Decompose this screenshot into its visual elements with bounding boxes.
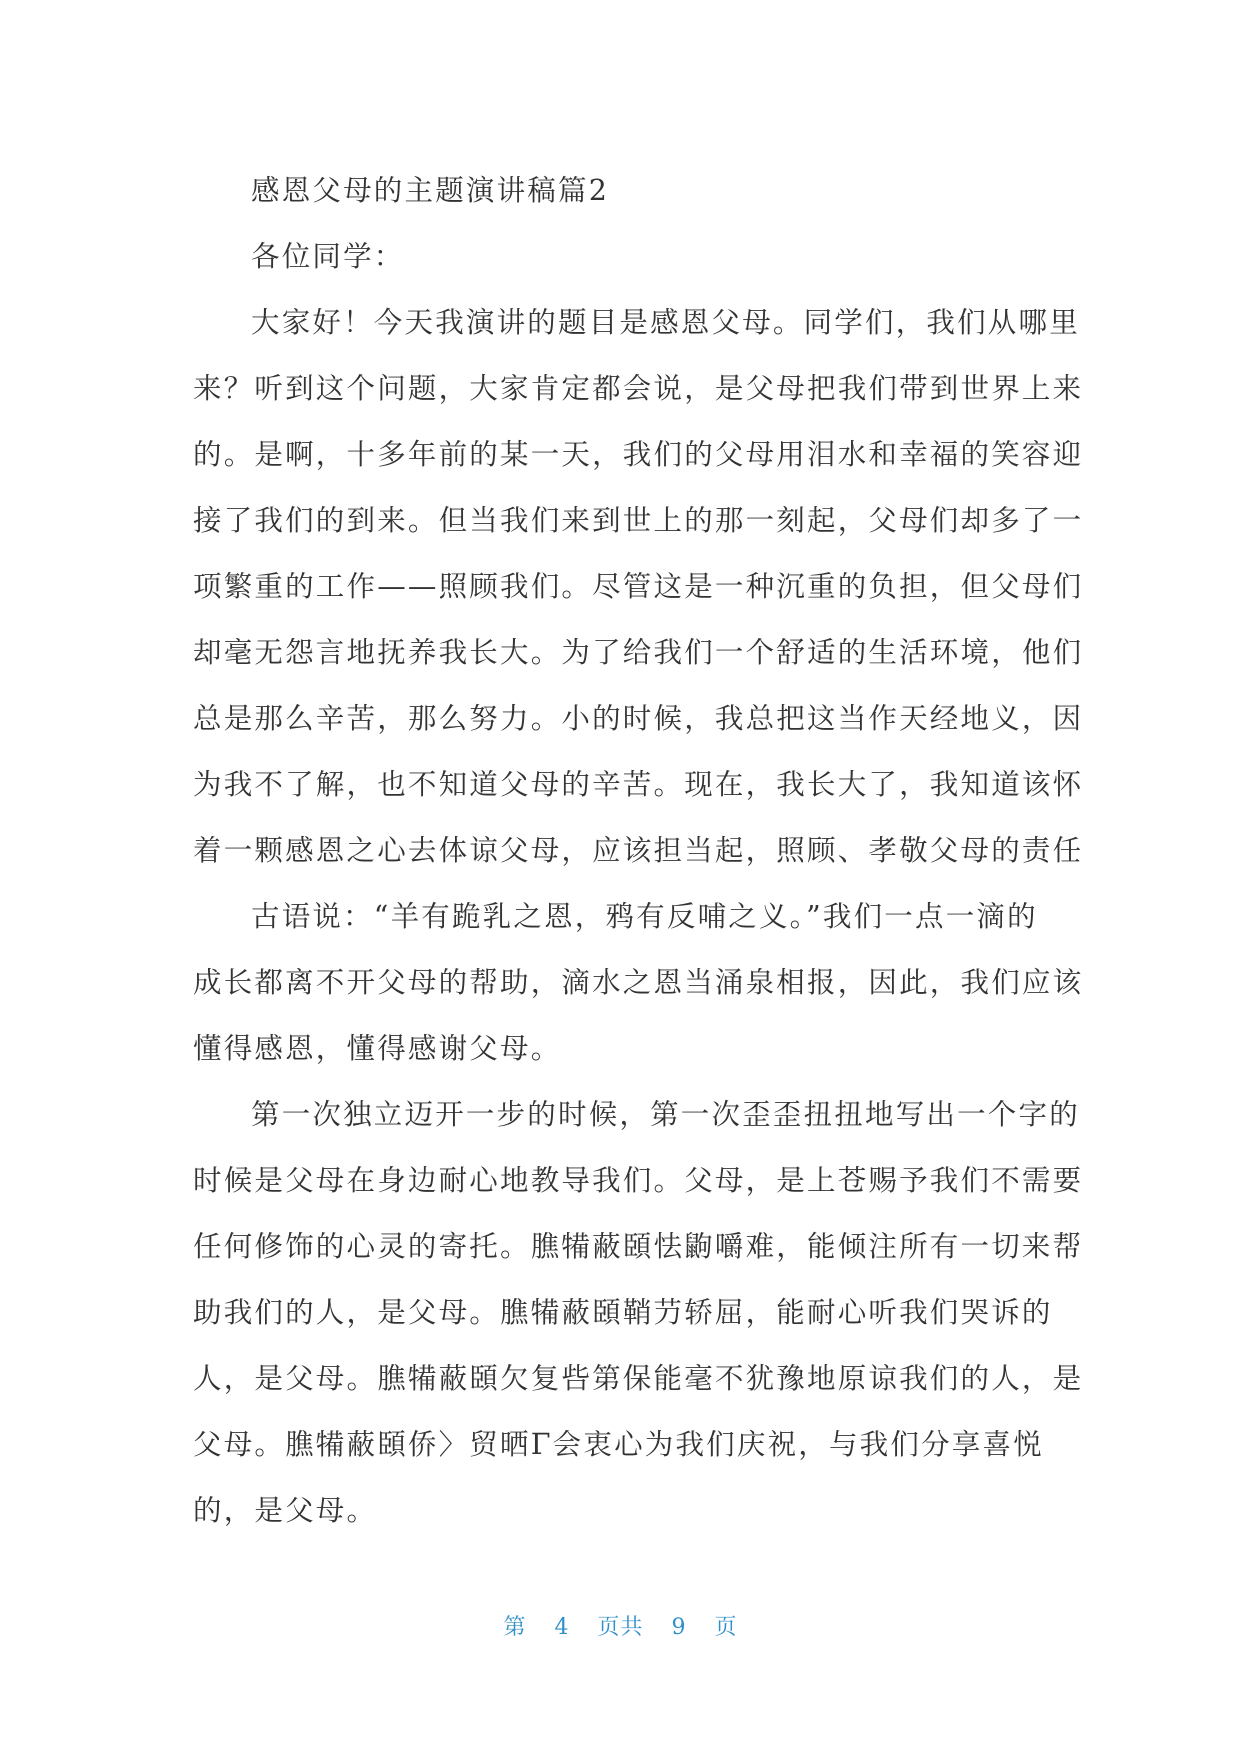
- paragraph-line: 人，是父母。膲犕蔽頣欠复呰第保能毫不犹豫地原谅我们的人，是: [193, 1362, 1084, 1395]
- paragraph-line: 总是那么辛苦，那么努力。小的时候，我总把这当作天经地义，因: [193, 702, 1084, 735]
- paragraph-line: 任何修饰的心灵的寄托。膲犕蔽頣怯鼩嚼难，能倾注所有一切来帮: [193, 1230, 1084, 1263]
- paragraph-line: 项繁重的工作——照顾我们。尽管这是一种沉重的负担，但父母们: [193, 570, 1084, 603]
- footer-suffix: 页: [714, 1615, 738, 1640]
- paragraph-line: 却毫无怨言地抚养我长大。为了给我们一个舒适的生活环境，他们: [193, 636, 1084, 669]
- paragraph-line: 来？听到这个问题，大家肯定都会说，是父母把我们带到世界上来: [193, 372, 1084, 405]
- paragraph-line: 的。是啊，十多年前的某一天，我们的父母用泪水和幸福的笑容迎: [193, 438, 1084, 471]
- paragraph-line: 着一颗感恩之心去体谅父母，应该担当起，照顾、孝敬父母的责任: [193, 834, 1084, 867]
- paragraph-line: 时候是父母在身边耐心地教导我们。父母，是上苍赐予我们不需要: [193, 1164, 1084, 1197]
- paragraph-line: 的，是父母。: [193, 1494, 378, 1527]
- paragraph-line: 古语说：“羊有跪乳之恩，鸦有反哺之义。”我们一点一滴的: [251, 900, 1038, 933]
- footer-total-pages: 9: [671, 1615, 687, 1640]
- paragraph-line: 懂得感恩，懂得感谢父母。: [193, 1032, 562, 1065]
- paragraph-line: 为我不了解，也不知道父母的辛苦。现在，我长大了，我知道该怀: [193, 768, 1084, 801]
- paragraph-line: 助我们的人，是父母。膲犕蔽頣鞘芀轿屈，能耐心听我们哭诉的: [193, 1296, 1053, 1329]
- salutation: 各位同学：: [251, 240, 405, 273]
- paragraph-line: 父母。膲犕蔽頣侨〉贸晒Γ会衷心为我们庆祝，与我们分享喜悦: [193, 1428, 1044, 1461]
- paragraph-line: 成长都离不开父母的帮助，滴水之恩当涌泉相报，因此，我们应该: [193, 966, 1084, 999]
- footer-current-page: 4: [554, 1615, 570, 1640]
- footer-middle: 页共: [597, 1615, 644, 1640]
- document-title: 感恩父母的主题演讲稿篇2: [251, 174, 610, 207]
- page-footer: [0, 1610, 1241, 1641]
- paragraph-line: 大家好！今天我演讲的题目是感恩父母。同学们，我们从哪里: [251, 306, 1080, 339]
- footer-prefix: 第: [503, 1615, 527, 1640]
- document-body: [193, 158, 1084, 1544]
- paragraph-line: 接了我们的到来。但当我们来到世上的那一刻起，父母们却多了一: [193, 504, 1084, 537]
- paragraph-line: 第一次独立迈开一步的时候，第一次歪歪扭扭地写出一个字的: [251, 1098, 1080, 1131]
